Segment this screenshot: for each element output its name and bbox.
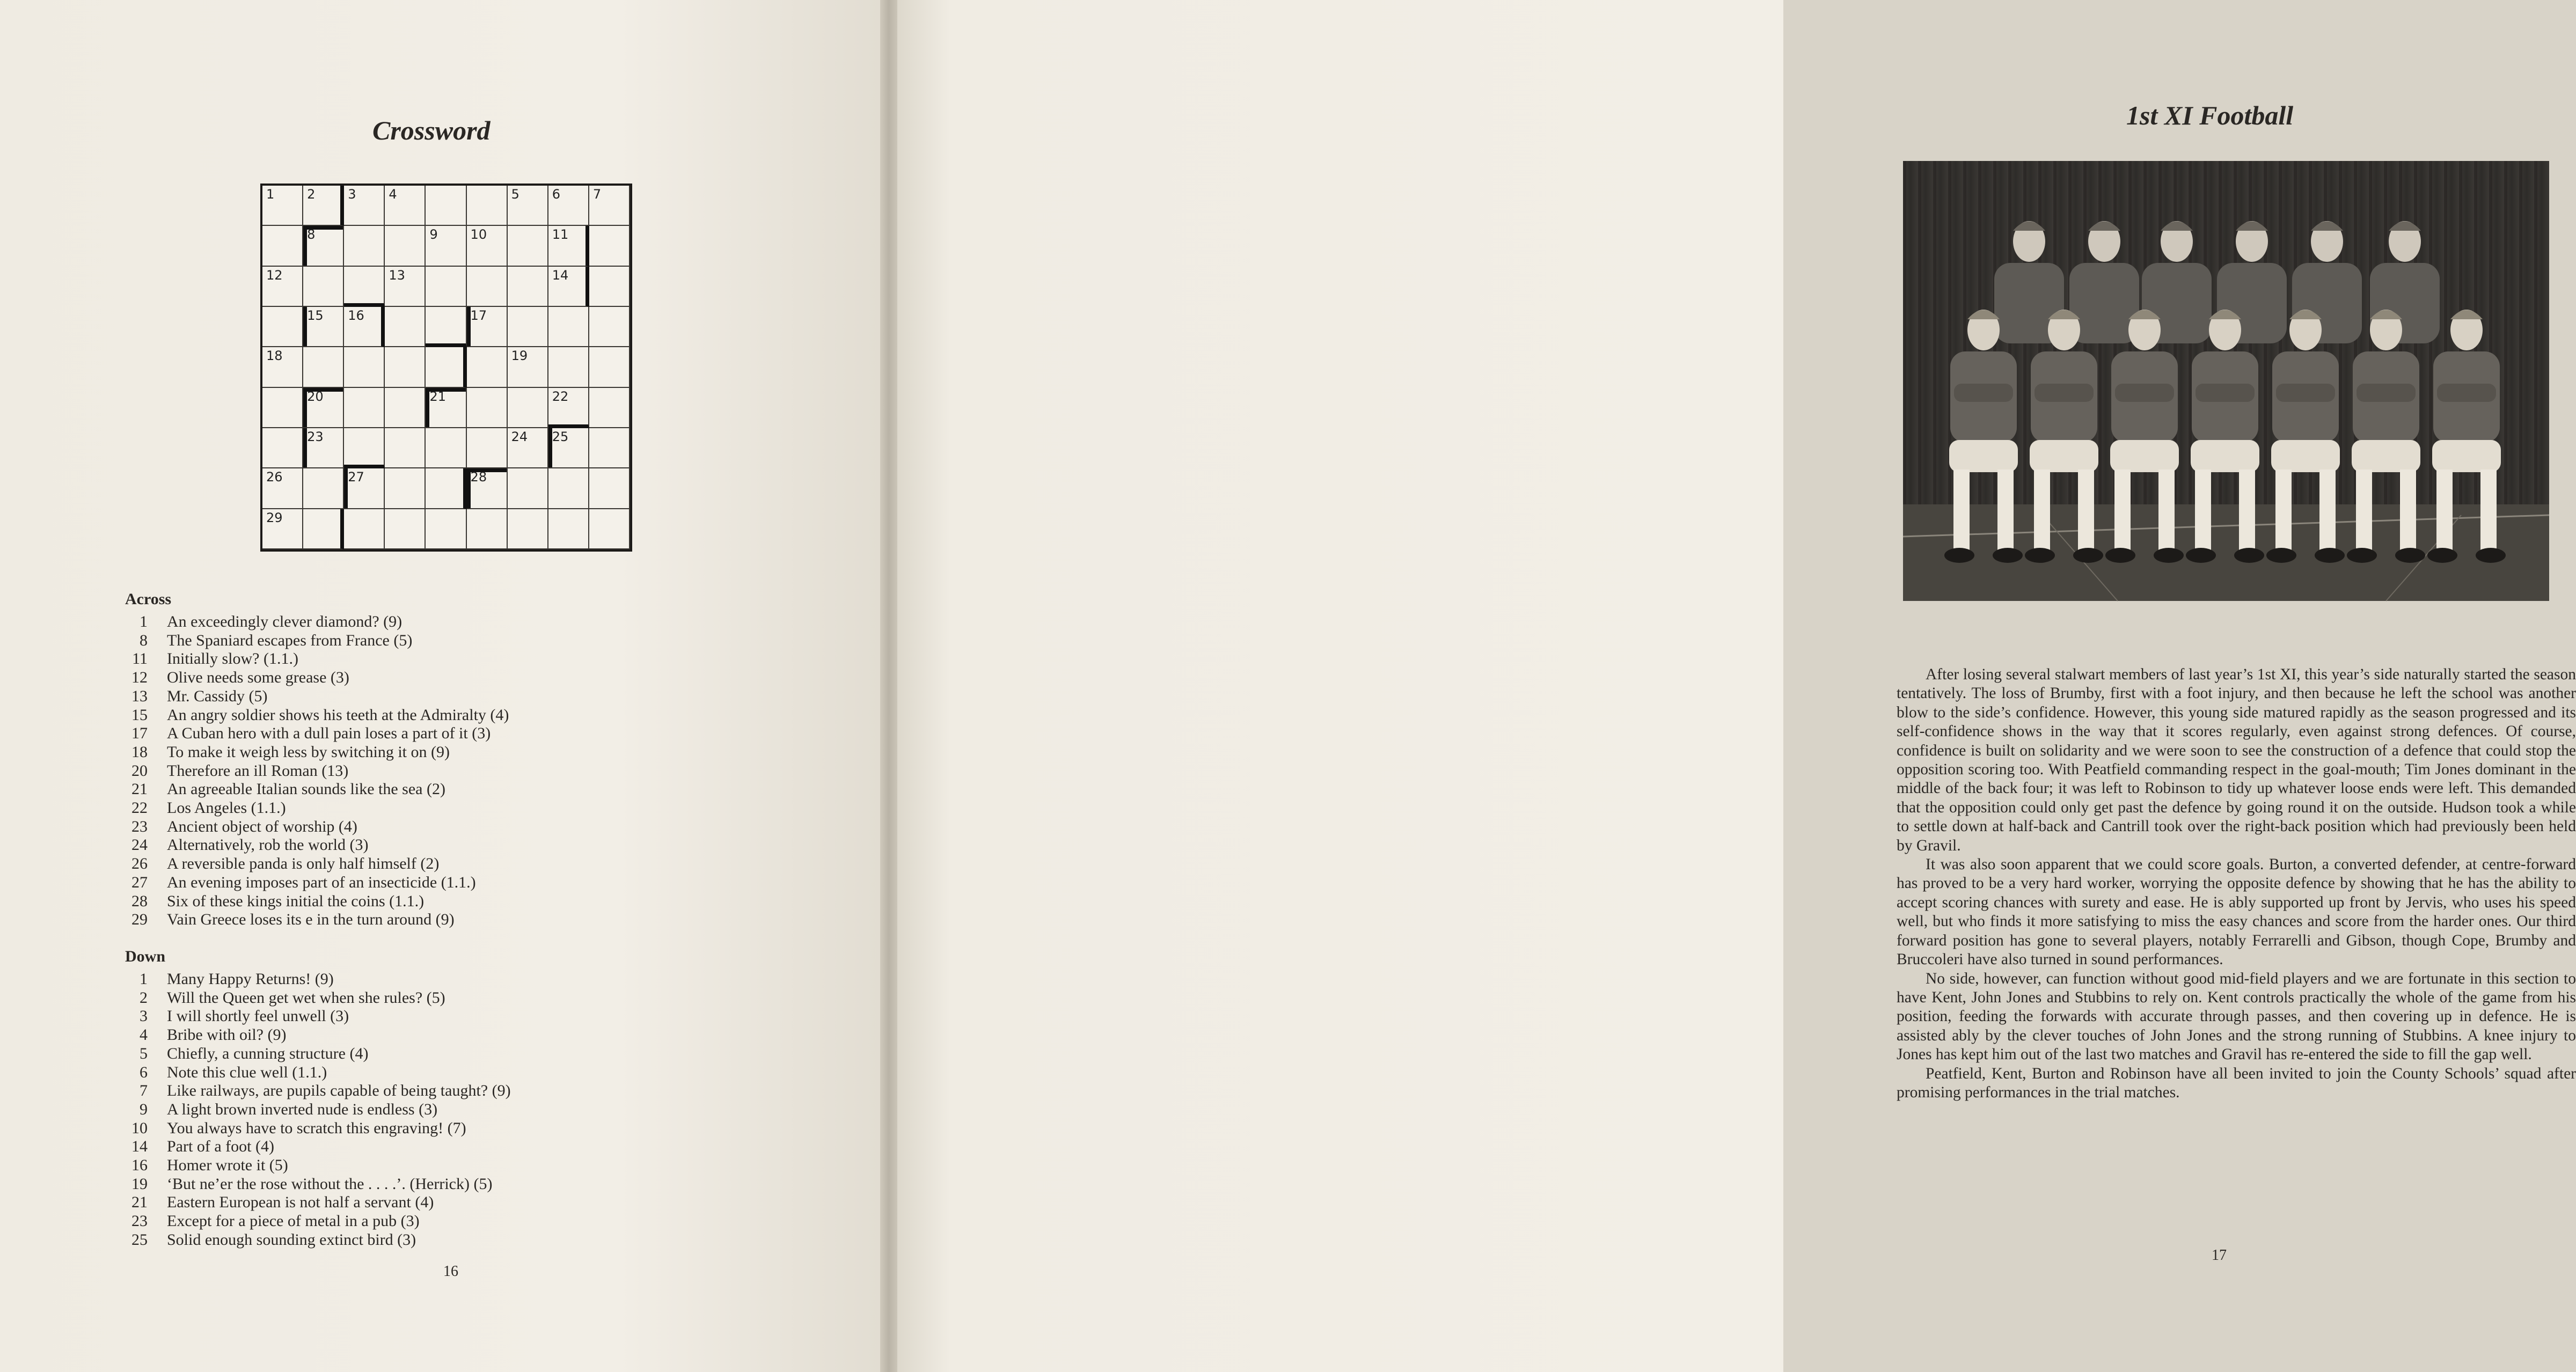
- clue-text: A light brown inverted nude is endless (3): [167, 1100, 438, 1118]
- grid-cell: [303, 509, 344, 549]
- clue-number: 27: [131, 873, 148, 891]
- grid-cell: [385, 468, 426, 509]
- clue-item: [125, 669, 509, 687]
- grid-cell-number: 11: [552, 227, 569, 243]
- grid-cell: [508, 428, 548, 468]
- grid-cell: [426, 267, 466, 307]
- grid-cell: [262, 388, 303, 428]
- clue-text: I will shortly feel unwell (3): [167, 1007, 349, 1025]
- clue-number: 25: [131, 1230, 148, 1249]
- grid-cell: [303, 226, 344, 266]
- grid-cell: [467, 347, 508, 387]
- clue-text: Chiefly, a cunning structure (4): [167, 1044, 369, 1062]
- clue-number: 2: [140, 988, 148, 1007]
- clue-number: 13: [131, 687, 148, 705]
- grid-cell-number: 25: [552, 429, 569, 444]
- grid-cell-number: 28: [470, 469, 487, 485]
- grid-cell: [385, 388, 426, 428]
- clue-item: [125, 1100, 511, 1119]
- clue-item: [125, 632, 509, 650]
- clue-number: 1: [140, 613, 148, 630]
- clue-number: 5: [140, 1044, 148, 1062]
- grid-cell-number: 9: [429, 227, 438, 243]
- clue-item: [125, 874, 509, 892]
- grid-cell-number: 12: [266, 267, 283, 283]
- grid-cell: [385, 226, 426, 266]
- clue-number: 10: [131, 1119, 148, 1137]
- clue-item: [125, 743, 509, 762]
- grid-cell-number: 10: [470, 227, 487, 243]
- clue-text: A Cuban hero with a dull pain loses a part of it (3): [167, 724, 491, 743]
- clue-text: Bribe with oil? (9): [167, 1026, 287, 1044]
- grid-cell: [262, 509, 303, 549]
- clue-number: 14: [131, 1138, 148, 1156]
- grid-cell-number: 21: [429, 388, 446, 404]
- crossword-grid: [260, 184, 632, 552]
- clue-item: [125, 1119, 511, 1138]
- grid-cell: [344, 468, 385, 509]
- grid-cell: [262, 468, 303, 509]
- grid-cell: [589, 347, 630, 387]
- clue-item: [125, 1045, 511, 1063]
- grid-cell: [426, 388, 466, 428]
- grid-cell: [589, 267, 630, 307]
- grid-cell: [467, 509, 508, 549]
- grid-cell: [508, 226, 548, 266]
- clue-number: 15: [131, 706, 148, 724]
- clue-text: Note this clue well (1.1.): [167, 1063, 327, 1081]
- clue-text: An angry soldier shows his teeth at the Admiralty (4): [167, 706, 509, 724]
- team-photo-image: [1903, 161, 2549, 601]
- clue-item: [125, 818, 509, 837]
- clue-number: 23: [131, 1212, 148, 1230]
- grid-cell: [589, 307, 630, 347]
- page-number-right: 17: [2212, 1247, 2227, 1264]
- clue-item: [125, 799, 509, 818]
- clue-number: 23: [131, 817, 148, 835]
- grid-cell: [344, 388, 385, 428]
- grid-cell-number: 22: [552, 388, 569, 404]
- grid-cell: [303, 388, 344, 428]
- right-page: [897, 0, 2576, 1372]
- grid-cell: [508, 509, 548, 549]
- clue-item: [125, 687, 509, 706]
- grid-cell: [548, 388, 589, 428]
- clue-text: Los Angeles (1.1.): [167, 799, 286, 817]
- clue-number: 19: [131, 1175, 148, 1193]
- clue-number: 28: [131, 892, 148, 910]
- clue-number: 8: [140, 631, 148, 649]
- grid-cell-number: 16: [348, 308, 364, 323]
- grid-cell: [426, 186, 466, 226]
- clue-item: [125, 855, 509, 874]
- grid-cell-number: 27: [348, 469, 364, 485]
- grid-cell: [467, 267, 508, 307]
- grid-cell-number: 6: [552, 187, 561, 202]
- grid-cell: [344, 347, 385, 387]
- grid-cell: [508, 186, 548, 226]
- grid-cell: [548, 267, 589, 307]
- clue-item: [125, 762, 509, 781]
- clue-text: To make it weigh less by switching it on (9): [167, 743, 450, 761]
- grid-cell: [426, 428, 466, 468]
- grid-cell-number: 4: [389, 187, 397, 202]
- grid-cell: [589, 388, 630, 428]
- clue-item: [125, 970, 511, 989]
- across-heading: Across: [125, 590, 172, 608]
- grid-cell-number: 18: [266, 348, 283, 364]
- grid-cell: [262, 347, 303, 387]
- grid-cell: [548, 468, 589, 509]
- clue-number: 21: [131, 1193, 148, 1212]
- grid-cell: [426, 347, 466, 387]
- clue-text: Solid enough sounding extinct bird (3): [167, 1230, 416, 1249]
- clue-number: 17: [131, 724, 148, 743]
- clue-item: [125, 836, 509, 855]
- grid-cell-number: 29: [266, 510, 283, 525]
- grid-cell-number: 5: [511, 187, 519, 202]
- clue-text: Part of a foot (4): [167, 1138, 274, 1156]
- clue-item: [125, 1063, 511, 1082]
- clue-text: Except for a piece of metal in a pub (3): [167, 1212, 420, 1230]
- grid-cell: [426, 307, 466, 347]
- clue-item: [125, 1138, 511, 1156]
- grid-cell: [344, 428, 385, 468]
- grid-cell: [262, 307, 303, 347]
- clue-text: Will the Queen get wet when she rules? (5): [167, 988, 445, 1007]
- clue-item: [125, 1231, 511, 1250]
- clue-text: An evening imposes part of an insecticide (1.1.): [167, 873, 476, 891]
- clue-item: [125, 1212, 511, 1231]
- grid-cell: [385, 509, 426, 549]
- clue-item: [125, 724, 509, 743]
- grid-cell-number: 20: [307, 388, 324, 404]
- clue-number: 3: [140, 1007, 148, 1025]
- clue-number: 12: [131, 669, 148, 687]
- grid-cell: [467, 186, 508, 226]
- clue-text: A reversible panda is only half himself (2): [167, 855, 440, 873]
- clue-number: 21: [131, 780, 148, 798]
- article-paragraph: Peatfield, Kent, Burton and Robinson have all been invited to join the County Schools’ squad after promising performances in the trial matches.: [1897, 1065, 2576, 1101]
- grid-cell: [385, 428, 426, 468]
- crossword-title: Crossword: [372, 115, 491, 145]
- grid-cell-number: 1: [266, 187, 275, 202]
- grid-cell: [344, 226, 385, 266]
- grid-cell: [589, 186, 630, 226]
- grid-cell-number: 15: [307, 308, 324, 323]
- clue-number: 9: [140, 1100, 148, 1118]
- team-photo: [1903, 161, 2549, 601]
- grid-cell: [467, 307, 508, 347]
- clue-number: 22: [131, 799, 148, 817]
- article-paragraph: No side, however, can function without good mid-field players and we are fortunate in this section to have Kent, John Jones and Stubbins to rely on. Kent controls practically the whole of the game from his position, feeding the forwards with accurate through passes, and then covering up in defence. He is assisted ably by the clever touches of John Jones and the strong running of Stubbins. A knee injury to Jones has kept him out of the last two matches and Gravil has re-entered the side to fill the gap well.: [1897, 970, 2576, 1063]
- clue-text: Like railways, are pupils capable of being taught? (9): [167, 1082, 511, 1100]
- clue-text: Alternatively, rob the world (3): [167, 836, 369, 854]
- grid-cell-number: 13: [389, 267, 405, 283]
- grid-cell: [385, 307, 426, 347]
- football-title: 1st XI Football: [2126, 100, 2294, 130]
- grid-cell-number: 14: [552, 267, 569, 283]
- grid-cell: [548, 428, 589, 468]
- clue-number: 6: [140, 1063, 148, 1081]
- grid-cell: [303, 186, 344, 226]
- grid-cell: [508, 307, 548, 347]
- clue-item: [125, 911, 509, 929]
- grid-cell: [548, 307, 589, 347]
- clue-item: [125, 706, 509, 725]
- grid-cell: [589, 509, 630, 549]
- clue-number: 26: [131, 855, 148, 873]
- clue-text: Eastern European is not half a servant (4): [167, 1193, 434, 1212]
- grid-cell-number: 23: [307, 429, 324, 444]
- grid-cell: [262, 428, 303, 468]
- grid-cell: [262, 226, 303, 266]
- clue-number: 16: [131, 1156, 148, 1175]
- grid-cell: [508, 347, 548, 387]
- grid-cell: [344, 267, 385, 307]
- clue-number: 24: [131, 836, 148, 854]
- grid-cell-number: 17: [470, 308, 487, 323]
- clue-text: You always have to scratch this engraving! (7): [167, 1119, 466, 1137]
- grid-cell: [385, 267, 426, 307]
- clue-text: An agreeable Italian sounds like the sea (2): [167, 780, 445, 798]
- grid-cell: [303, 347, 344, 387]
- grid-cell: [508, 388, 548, 428]
- left-page: [0, 0, 880, 1372]
- clue-item: [125, 1026, 511, 1045]
- grid-cell: [508, 468, 548, 509]
- down-clue-list: [125, 970, 511, 1250]
- clue-item: [125, 989, 511, 1008]
- clue-text: Mr. Cassidy (5): [167, 687, 268, 705]
- grid-cell: [303, 267, 344, 307]
- clue-number: 4: [140, 1026, 148, 1044]
- clue-text: Many Happy Returns! (9): [167, 970, 334, 988]
- grid-cell-number: 2: [307, 187, 316, 202]
- clue-number: 20: [131, 761, 148, 780]
- clue-item: [125, 1193, 511, 1212]
- page-number-left: 16: [443, 1263, 458, 1280]
- grid-cell-number: 26: [266, 469, 283, 485]
- grid-cell-number: 8: [307, 227, 316, 243]
- clue-item: [125, 613, 509, 632]
- grid-cell: [589, 428, 630, 468]
- article-paragraph: It was also soon apparent that we could score goals. Burton, a converted defender, at centre-forward has proved to be a very hard worker, worrying the opposite defence by showing that he has the ability to accept scoring chances with surety and ease. He is ably supported up front by Jervis, who uses his speed well, but who finds it more satisfying to miss the easy chances and score from the harder ones. Our third forward position has gone to several players, notably Ferrarelli and Gibson, though Cope, Brumby and Bruccoleri have also turned in sound performances.: [1897, 856, 2576, 969]
- clue-item: [125, 1156, 511, 1175]
- clue-item: [125, 1007, 511, 1026]
- grid-cell: [303, 428, 344, 468]
- clue-text: Ancient object of worship (4): [167, 817, 357, 835]
- grid-cell: [467, 388, 508, 428]
- grid-cell-number: 7: [592, 187, 602, 202]
- clue-text: ‘But ne’er the rose without the . . . .’. (Herrick) (5): [167, 1175, 493, 1193]
- grid-cell: [385, 347, 426, 387]
- clue-number: 18: [131, 743, 148, 761]
- across-clue-list: [125, 613, 509, 929]
- grid-cell: [589, 468, 630, 509]
- grid-cell: [262, 186, 303, 226]
- grid-cell-number: 19: [511, 348, 528, 364]
- grid-cell-number: 3: [348, 187, 356, 202]
- grid-cell: [548, 226, 589, 266]
- down-heading: Down: [125, 948, 166, 965]
- grid-cell: [426, 226, 466, 266]
- clue-text: Six of these kings initial the coins (1.1.): [167, 892, 425, 910]
- clue-item: [125, 892, 509, 911]
- article-paragraph: After losing several stalwart members of last year’s 1st XI, this year’s side naturally started the season tentatively. The loss of Brumby, first with a foot injury, and then because he left the school was another blow to the side’s confidence. However, this young side matured rapidly as the season progressed and its self-confidence shows in the way that it scores regularly, even against strong defences. Of course, confidence is built on solidarity and we were soon to see the construction of a defence that could stop the opposition scoring too. With Peatfield commanding respect in the goal-mouth; Tim Jones dominant in the middle of the back four; it was left to Robinson to tidy up whatever loose ends were left. This demanded that the opposition could only get past the defence by going round it on the outside. Hudson took a while to settle down at half-back and Cantrill took over the right-back position which had previously been held by Gravil.: [1897, 666, 2576, 854]
- grid-cell: [344, 307, 385, 347]
- grid-cell: [303, 307, 344, 347]
- grid-cell: [385, 186, 426, 226]
- clue-item: [125, 780, 509, 799]
- grid-cell: [548, 509, 589, 549]
- clue-text: Vain Greece loses its e in the turn around (9): [167, 911, 455, 929]
- grid-cell: [344, 186, 385, 226]
- clue-item: [125, 1082, 511, 1100]
- grid-cell: [467, 468, 508, 509]
- grid-cell-number: 24: [511, 429, 528, 444]
- grid-cell: [589, 226, 630, 266]
- clue-text: An exceedingly clever diamond? (9): [167, 613, 402, 630]
- clue-text: The Spaniard escapes from France (5): [167, 631, 413, 649]
- clue-number: 11: [132, 650, 148, 668]
- grid-cell: [262, 267, 303, 307]
- grid-cell: [426, 509, 466, 549]
- grid-cell: [426, 468, 466, 509]
- grid-cell: [303, 468, 344, 509]
- clue-text: Olive needs some grease (3): [167, 669, 349, 687]
- grid-cell: [508, 267, 548, 307]
- clue-text: Initially slow? (1.1.): [167, 650, 298, 668]
- grid-cell: [548, 347, 589, 387]
- football-article: [1897, 665, 2576, 1102]
- grid-cell: [344, 509, 385, 549]
- clue-text: Homer wrote it (5): [167, 1156, 288, 1175]
- clue-item: [125, 650, 509, 669]
- clue-item: [125, 1175, 511, 1194]
- clue-number: 29: [131, 911, 148, 929]
- grid-cell: [467, 226, 508, 266]
- book-gutter: [880, 0, 897, 1372]
- clue-number: 1: [140, 970, 148, 988]
- clue-number: 7: [140, 1082, 148, 1100]
- grid-cell: [548, 186, 589, 226]
- grid-cell: [467, 428, 508, 468]
- clue-text: Therefore an ill Roman (13): [167, 761, 349, 780]
